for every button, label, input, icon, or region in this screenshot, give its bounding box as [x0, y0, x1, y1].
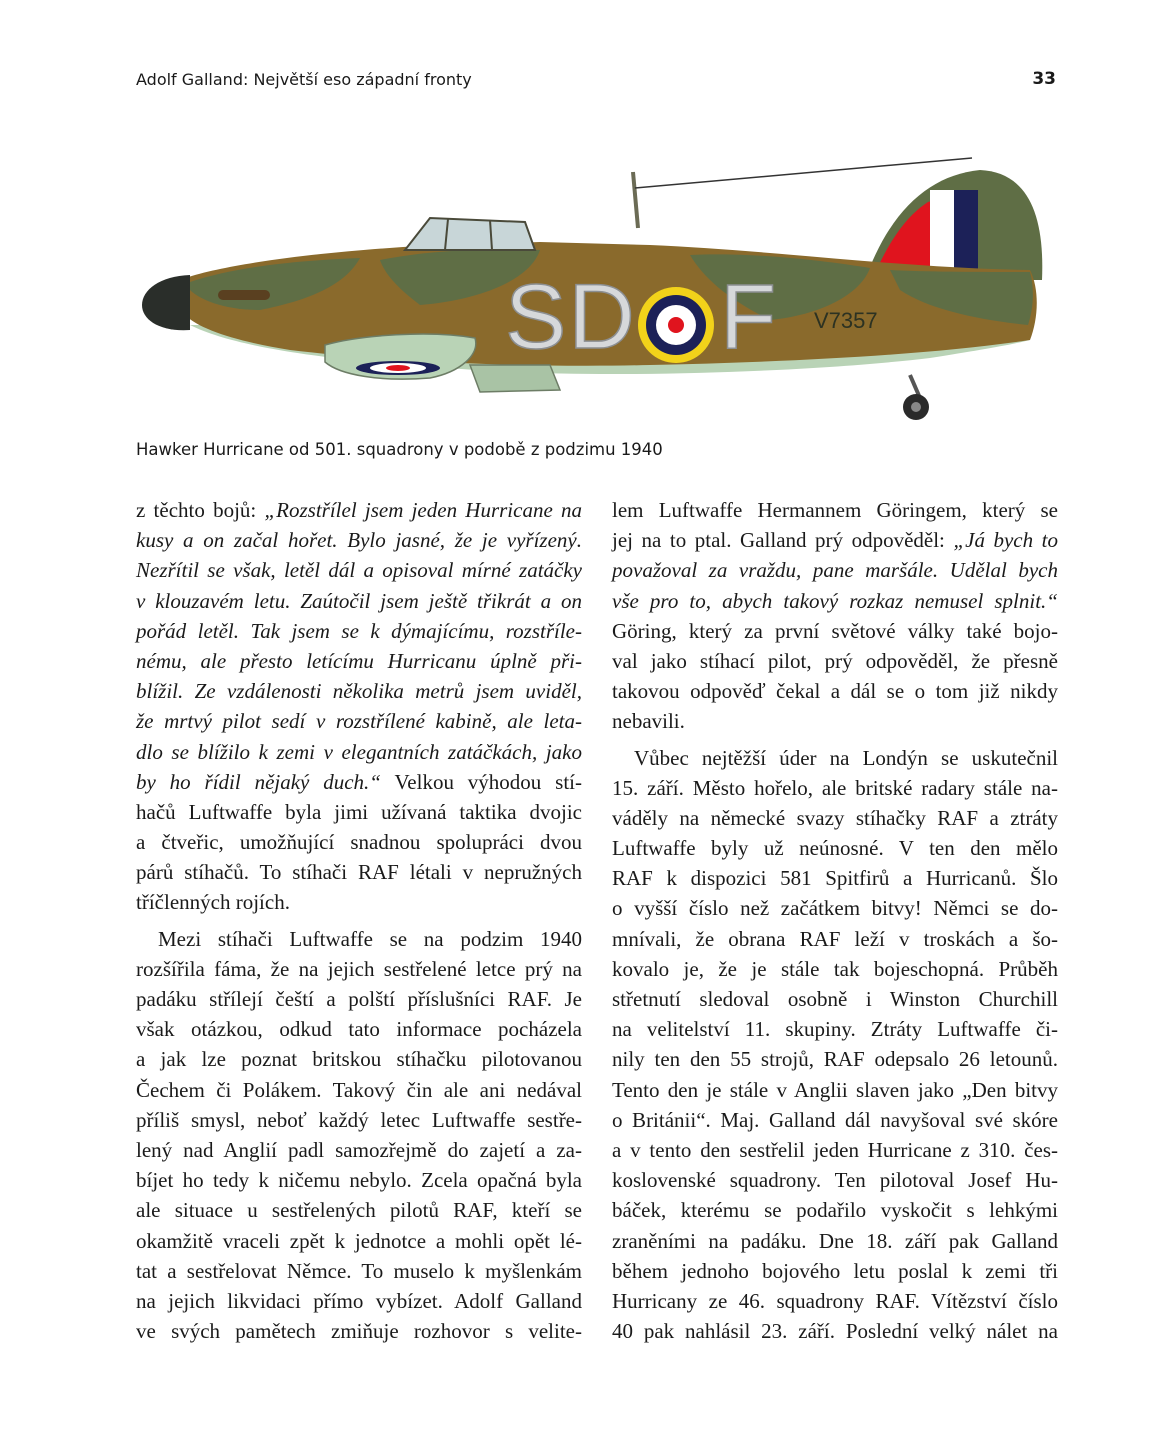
- text-line: [136, 1286, 582, 1316]
- text-run: báček, kterému se podařilo vyskočit s lehkými: [612, 1198, 1058, 1223]
- text-line: [612, 555, 1058, 585]
- text-line: [136, 616, 582, 646]
- text-line: [612, 833, 1058, 863]
- hurricane-illustration: [130, 150, 1060, 430]
- radiator: [470, 365, 560, 392]
- running-title: Adolf Galland: Největší eso západní fronty: [136, 70, 472, 89]
- text-line: [612, 984, 1058, 1014]
- text-run: nebavili.: [612, 709, 685, 734]
- text-run: váděly na německé svazy stíhačky RAF a ztráty: [612, 805, 1058, 830]
- italic-quote: že mrtvý pilot sedí v rozstřílené kabině, ale leta-: [136, 709, 582, 734]
- text-line: [136, 676, 582, 706]
- text-line: [136, 586, 582, 616]
- text-line: [612, 863, 1058, 893]
- text-run: bíjet ho tedy k ničemu nebylo. Zcela opačná byla: [136, 1168, 582, 1193]
- text-run: a jak lze poznat britskou stíhačku pilotovanou: [136, 1047, 582, 1072]
- text-line: [136, 1014, 582, 1044]
- italic-quote: pořád letěl. Tak jsem se k dýmajícímu, rozstříle-: [136, 618, 582, 643]
- text-line: [136, 646, 582, 676]
- text-line: [612, 586, 1058, 616]
- text-run: ve svých pamětech zmiňuje rozhovor s velite-: [136, 1319, 582, 1344]
- text-line: [136, 1165, 582, 1195]
- text-line: [136, 555, 582, 585]
- text-line: [136, 1044, 582, 1074]
- code-letters-left: SD: [505, 266, 637, 368]
- text-run: Hurricany ze 46. squadrony RAF. Vítězství číslo: [612, 1288, 1058, 1313]
- text-line: [136, 1195, 582, 1225]
- text-line: [136, 954, 582, 984]
- italic-quote: by ho řídil nějaký duch.“: [136, 769, 381, 794]
- text-line: [612, 1256, 1058, 1286]
- antenna-mast: [633, 172, 638, 228]
- text-line: [612, 773, 1058, 803]
- code-letter-right: F: [720, 266, 777, 368]
- text-run: na jejich likvidaci přímo vybízet. Adolf Galland: [136, 1288, 582, 1313]
- antenna-wire: [635, 158, 972, 188]
- text-column-left: [136, 495, 582, 1346]
- italic-quote: kusy a on začal hořet. Bylo jasné, že je vyřízený.: [136, 528, 582, 553]
- serial-number: V7357: [814, 308, 878, 333]
- text-run: párů stíhačů. To stíhači RAF létali v nepružných: [136, 860, 582, 885]
- text-run: střetnutí sledoval osobně i Winston Churchill: [612, 987, 1058, 1011]
- text-line: [612, 706, 1058, 736]
- italic-quote: dlo se blížilo k zemi v elegantních zatáčkách, jako: [136, 739, 582, 764]
- italic-quote: blížil. Ze vzdálenosti několika metrů jsem uviděl,: [136, 679, 582, 704]
- text-run: kovalo je, že je stále tak bojeschopná. Průběh: [612, 956, 1058, 981]
- text-line: [136, 887, 582, 917]
- text-line: [136, 984, 582, 1014]
- text-run: Velkou výhodou stí-: [380, 769, 583, 794]
- text-run: 15. září. Město hořelo, ale britské radary stále na-: [612, 775, 1058, 800]
- text-run: tříčlenných rojích.: [136, 890, 290, 915]
- text-line: [136, 857, 582, 887]
- text-line: [136, 1075, 582, 1105]
- text-run: Vůbec nejtěžší úder na Londýn se uskutečnil: [634, 745, 1058, 770]
- text-line: [136, 495, 582, 525]
- text-line: [612, 646, 1058, 676]
- text-run: koslovenské squadrony. Ten pilotoval Josef Hu-: [612, 1168, 1058, 1193]
- propeller-spinner: [142, 275, 190, 330]
- italic-quote: Nezřítil se však, letěl dál a opisoval mírné zatáčky: [136, 558, 582, 583]
- text-line: [136, 525, 582, 555]
- text-line: [612, 1044, 1058, 1074]
- text-line: [136, 737, 582, 767]
- text-run: tat a sestřelovat Němce. To muselo k myšlenkám: [136, 1258, 582, 1283]
- text-line: [136, 1256, 582, 1286]
- text-run: příliš smysl, neboť každý letec Luftwaffe sestře-: [136, 1107, 582, 1132]
- text-line: [612, 1195, 1058, 1225]
- text-run: ale situace u sestřelených pilotů RAF, kteří se: [136, 1198, 582, 1223]
- text-run: lený nad Anglií padl samozřejmě do zajetí a za-: [136, 1137, 582, 1162]
- text-line: [612, 616, 1058, 646]
- text-line: [136, 827, 582, 857]
- text-run: hačů Luftwaffe byla jimi užívaná taktika dvojic: [136, 799, 582, 824]
- text-line: [136, 767, 582, 797]
- text-run: 40 pak nahlásil 23. září. Poslední velký nálet na: [612, 1319, 1058, 1344]
- fin-flash-blue: [954, 190, 978, 280]
- text-line: [612, 1075, 1058, 1105]
- figure-caption: Hawker Hurricane od 501. squadrony v podobě z podzimu 1940: [136, 440, 663, 459]
- text-run: na velitelství 11. skupiny. Ztráty Luftwaffe či-: [612, 1017, 1058, 1042]
- text-run: během jednoho bojového letu poslal k zemi tři: [612, 1258, 1058, 1283]
- text-run: mnívali, že obrana RAF leží v troskách a šo-: [612, 926, 1058, 951]
- text-line: [136, 924, 582, 954]
- text-line: [612, 924, 1058, 954]
- text-run: a v tento den sestřelil jeden Hurricane z 310. čes-: [612, 1137, 1058, 1162]
- text-line: [612, 1105, 1058, 1135]
- text-line: [612, 676, 1058, 706]
- text-line: [612, 1165, 1058, 1195]
- text-line: [612, 495, 1058, 525]
- text-run: Mezi stíhači Luftwaffe se na podzim 1940: [158, 926, 582, 951]
- text-line: [136, 706, 582, 736]
- text-run: Göring, který za první světové války také bojo-: [612, 618, 1058, 643]
- text-run: jej na to ptal. Galland prý odpověděl:: [612, 528, 954, 553]
- text-run: Čechem či Polákem. Takový čin ale ani nedával: [136, 1077, 582, 1102]
- text-line: [136, 1316, 582, 1346]
- italic-quote: vše pro to, abych takový rozkaz nemusel splnit.“: [612, 588, 1058, 613]
- text-run: padáku střílejí čeští a polští příslušníci RAF. Je: [136, 987, 582, 1011]
- italic-quote: v klouzavém letu. Zaútočil jsem ještě třikrát a on: [136, 588, 582, 613]
- text-run: Luftwaffe byly už neúnosné. V ten den mělo: [612, 836, 1058, 861]
- text-line: [136, 1135, 582, 1165]
- text-line: [612, 743, 1058, 773]
- text-line: [136, 1105, 582, 1135]
- text-run: zraněními na padáku. Dne 18. září pak Galland: [612, 1228, 1058, 1253]
- text-run: lem Luftwaffe Hermannem Göringem, který se: [612, 498, 1058, 522]
- text-run: o Británii“. Maj. Galland dál navyšoval své skóre: [612, 1107, 1058, 1132]
- text-run: však otázkou, odkud tato informace pocházela: [136, 1017, 582, 1042]
- text-run: RAF k dispozici 581 Spitfirů a Hurricanů. Šlo: [612, 866, 1058, 891]
- italic-quote: považoval za vraždu, pane maršále. Udělal bych: [612, 558, 1058, 583]
- text-run: o vyšší číslo než začátkem bitvy! Němci se do-: [612, 896, 1058, 921]
- text-run: a čtveřic, umožňující snadnou spolupráci dvou: [136, 830, 582, 855]
- text-line: [612, 803, 1058, 833]
- text-line: [612, 1286, 1058, 1316]
- text-line: [612, 1226, 1058, 1256]
- text-line: [612, 1316, 1058, 1346]
- text-line: [136, 1226, 582, 1256]
- text-line: [136, 797, 582, 827]
- text-run: takovou odpověď čekal a dál se o tom již nikdy: [612, 679, 1058, 704]
- text-line: [612, 1135, 1058, 1165]
- text-line: [612, 525, 1058, 555]
- text-run: okamžitě vraceli zpět k jednotce a mohli opět lé-: [136, 1228, 582, 1253]
- text-run: val jako stíhací pilot, prý odpověděl, že přesně: [612, 648, 1058, 673]
- text-run: Tento den je stále v Anglii slaven jako „Den bitvy: [612, 1077, 1058, 1102]
- italic-quote: nému, ale přesto letícímu Hurricanu úplně při-: [136, 648, 582, 673]
- italic-quote: „Rozstřílel jsem jeden Hurricane na: [264, 498, 582, 522]
- text-column-right: [612, 495, 1058, 1346]
- italic-quote: „Já bych to: [953, 528, 1058, 553]
- page-number: 33: [1032, 69, 1056, 89]
- text-run: rozšířila fáma, že na jejich sestřelené letce prý na: [136, 956, 582, 981]
- text-run: nily ten den 55 strojů, RAF odepsalo 26 letounů.: [612, 1047, 1058, 1072]
- text-run: z těchto bojů:: [136, 498, 265, 522]
- text-line: [612, 954, 1058, 984]
- text-line: [612, 1014, 1058, 1044]
- text-line: [612, 893, 1058, 923]
- canopy: [405, 218, 535, 250]
- exhaust: [218, 290, 270, 300]
